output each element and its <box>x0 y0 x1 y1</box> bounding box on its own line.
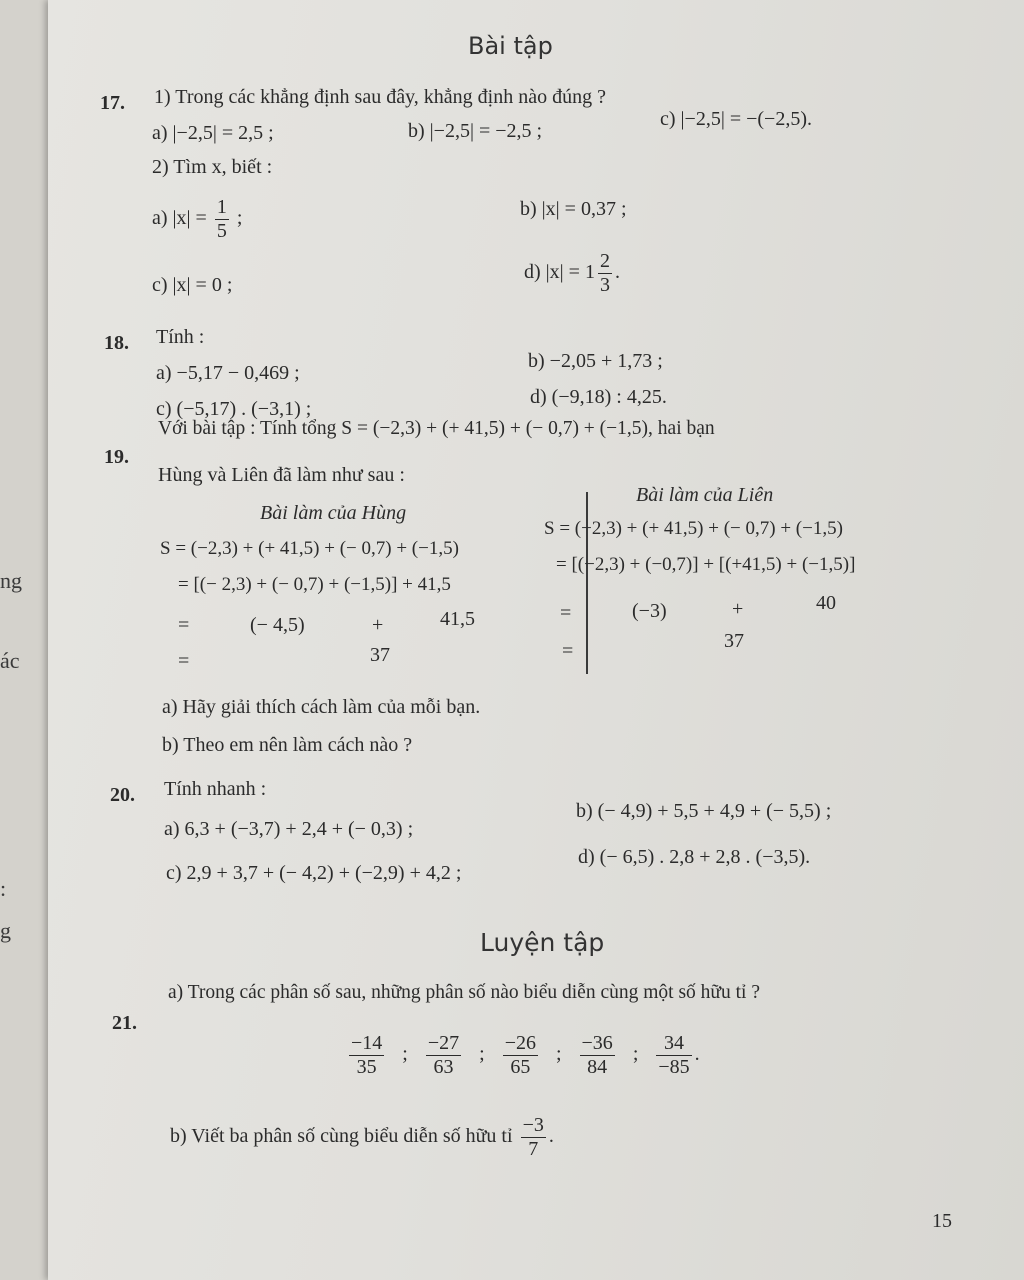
exercise-21-number: 21. <box>112 1012 137 1034</box>
lien-line-3-value: (−3) <box>632 600 667 622</box>
fraction: $\frac{-14}{35}$ <box>351 1032 383 1078</box>
exercise-17-x-c: c) |x| = 0 ; <box>152 274 233 296</box>
hung-line-4-equals: = <box>178 650 190 672</box>
exercise-20-c: c) 2,9 + 3,7 + (− 4,2) + (−2,9) + 4,2 ; <box>166 862 462 884</box>
exercise-18-title: Tính : <box>156 326 205 348</box>
fraction: $\frac{2}{3}$ <box>599 250 610 296</box>
exercise-20-title: Tính nhanh : <box>164 778 267 800</box>
section-title: Bài tập <box>468 32 553 60</box>
exercise-17-part2: 2) Tìm x, biết : <box>152 156 273 178</box>
facing-page-fragment: ác <box>0 648 20 673</box>
hung-line-4-result: 37 <box>370 644 390 666</box>
exercise-21-a: a) Trong các phân số sau, những phân số nào biểu diễn cùng một số hữu tỉ ? <box>168 982 760 1003</box>
lien-line-2: = [(−2,3) + (−0,7)] + [(+41,5) + (−1,5)] <box>556 554 856 575</box>
exercise-19-number: 19. <box>104 446 129 468</box>
exercise-17-x-b: b) |x| = 0,37 ; <box>520 198 627 220</box>
exercise-17-x-d: d) |x| = 1 $\frac{2}{3}$ . <box>524 250 620 296</box>
facing-page-fragment: ng <box>0 568 22 593</box>
lien-line-4-result: 37 <box>724 630 744 652</box>
exercise-18-b: b) −2,05 + 1,73 ; <box>528 350 663 372</box>
fraction: $\frac{-36}{84}$ <box>581 1032 613 1078</box>
exercise-19-line2: Hùng và Liên đã làm như sau : <box>158 464 405 486</box>
exercise-18-a: a) −5,17 − 0,469 ; <box>156 362 300 384</box>
exercise-20-b: b) (− 4,9) + 5,5 + 4,9 + (− 5,5) ; <box>576 800 832 822</box>
textbook-page <box>48 0 1024 1280</box>
exercise-17-option-b: b) |−2,5| = −2,5 ; <box>408 120 543 142</box>
fraction: $\frac{-27}{63}$ <box>427 1032 460 1078</box>
hung-line-3-plus: + <box>372 614 384 636</box>
exercise-19-question-a: a) Hãy giải thích cách làm của mỗi bạn. <box>162 696 481 718</box>
exercise-21-b: b) Viết ba phân số cùng biểu diễn số hữu tỉ $\frac{-3}{7}$ . <box>170 1114 554 1160</box>
lien-solution-title: Bài làm của Liên <box>636 484 774 506</box>
fraction: $\frac{34}{-85}$ <box>658 1032 690 1078</box>
lien-line-3-equals: = <box>560 602 572 624</box>
fraction: $\frac{-3}{7}$ <box>522 1114 544 1160</box>
exercise-17-x-a: a) |x| = $\frac{1}{5}$ ; <box>152 196 243 242</box>
exercise-17-part1: 1) Trong các khẳng định sau đây, khẳng định nào đúng ? <box>154 86 606 108</box>
hung-line-2: = [(− 2,3) + (− 0,7) + (−1,5)] + 41,5 <box>178 574 451 595</box>
facing-page-fragment: g <box>0 918 11 943</box>
exercise-18-d: d) (−9,18) : 4,25. <box>530 386 667 408</box>
exercise-18-number: 18. <box>104 332 129 354</box>
exercise-18-c: c) (−5,17) . (−3,1) ; <box>156 398 312 420</box>
hung-line-3-value: 41,5 <box>440 608 475 630</box>
exercise-17-option-c: c) |−2,5| = −(−2,5). <box>660 108 812 130</box>
lien-line-3-plus: + <box>732 598 744 620</box>
page-number: 15 <box>932 1210 952 1232</box>
exercise-21-fraction-list: $\frac{-14}{35}$ ; $\frac{-27}{63}$ ; $\frac{-26}{65}$ ; $\frac{-36}{84}$ ; $\frac{34}{-85}$ . <box>351 1032 700 1078</box>
hung-solution-title: Bài làm của Hùng <box>260 502 407 524</box>
lien-line-1: S = (−2,3) + (+ 41,5) + (− 0,7) + (−1,5) <box>544 518 843 539</box>
practice-title: Luyện tập <box>480 928 605 957</box>
exercise-19-line1: Với bài tập : Tính tổng S = (−2,3) + (+ 41,5) + (− 0,7) + (−1,5), hai bạn <box>158 418 715 439</box>
hung-line-1: S = (−2,3) + (+ 41,5) + (− 0,7) + (−1,5) <box>160 538 459 559</box>
exercise-17-option-a: a) |−2,5| = 2,5 ; <box>152 122 274 144</box>
hung-line-3-value: (− 4,5) <box>250 614 305 636</box>
lien-line-4-equals: = <box>562 640 574 662</box>
exercise-17-number: 17. <box>100 92 125 114</box>
hung-line-3-equals: = <box>178 614 190 636</box>
fraction: $\frac{-26}{65}$ <box>504 1032 536 1078</box>
exercise-19-question-b: b) Theo em nên làm cách nào ? <box>162 734 413 756</box>
lien-line-3-value: 40 <box>816 592 836 614</box>
exercise-20-d: d) (− 6,5) . 2,8 + 2,8 . (−3,5). <box>578 846 811 868</box>
exercise-20-number: 20. <box>110 784 135 806</box>
facing-page-fragment: : <box>0 876 7 901</box>
fraction: $\frac{1}{5}$ <box>216 196 227 242</box>
exercise-20-a: a) 6,3 + (−3,7) + 2,4 + (− 0,3) ; <box>164 818 414 840</box>
